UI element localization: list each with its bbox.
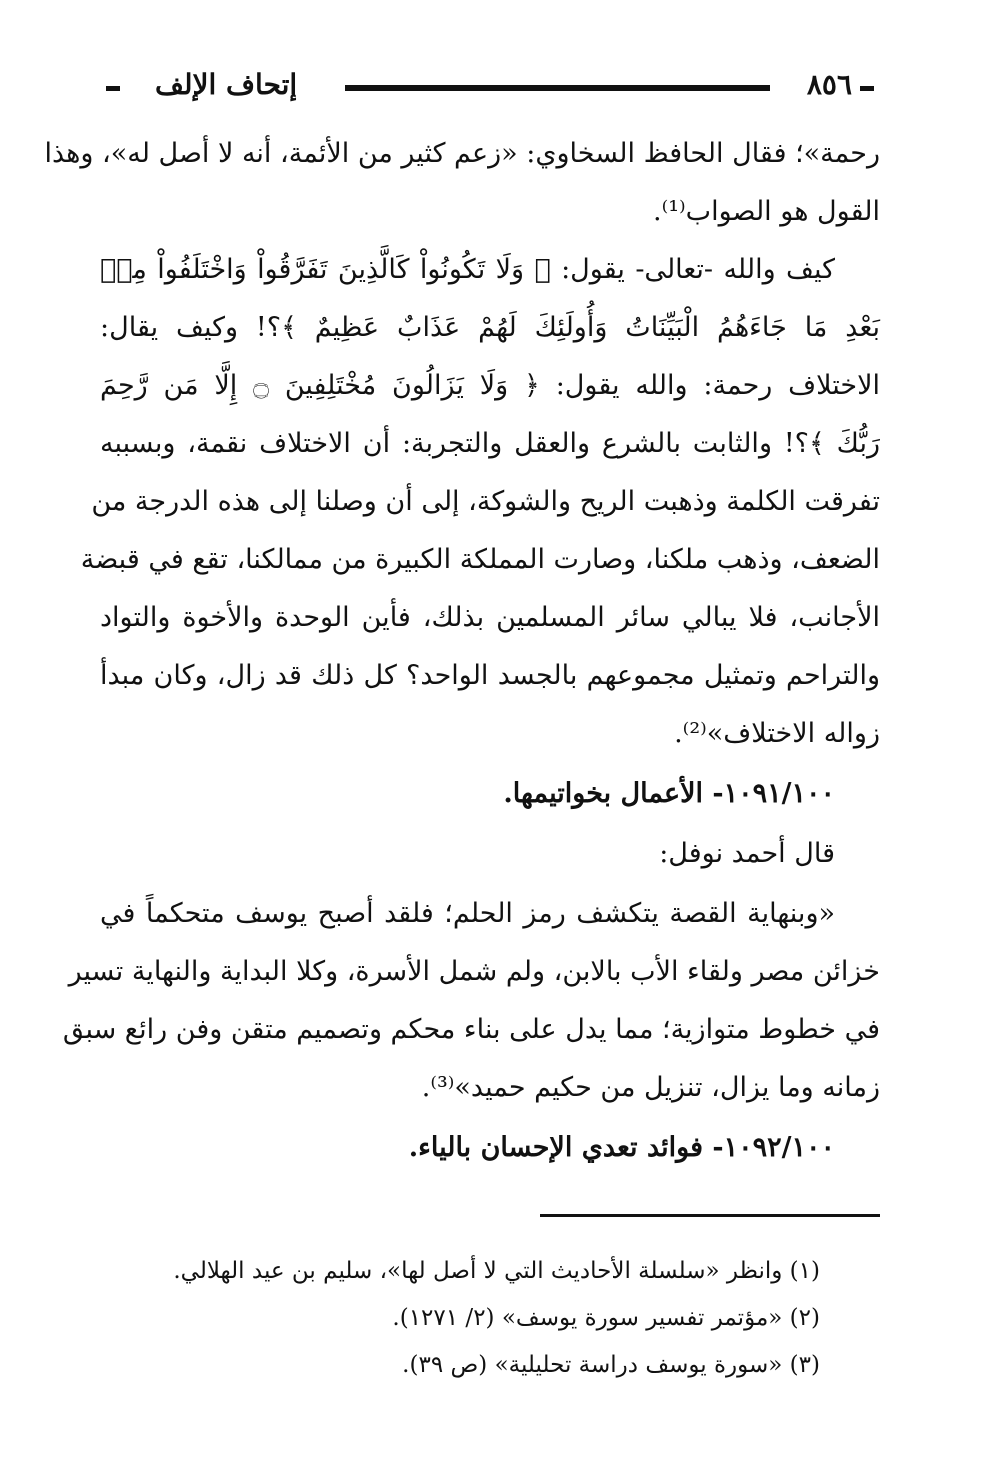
text-line: القول هو الصواب⁽¹⁾. xyxy=(653,196,880,227)
text-line: في خطوط متوازية؛ مما يدل على بناء محكم وتصميم متقن وفن رائع سبق xyxy=(62,1014,880,1045)
text-line: الأجانب، فلا يبالي سائر المسلمين بذلك، فأين الوحدة والأخوة والتواد xyxy=(100,602,880,633)
text-line: الضعف، وذهب ملكنا، وصارت المملكة الكبيرة من ممالكنا، تقع في قبضة xyxy=(80,544,880,575)
page-header xyxy=(100,66,880,110)
header-rule xyxy=(345,85,770,91)
text-line: قال أحمد نوفل: xyxy=(659,838,835,869)
text-line: والتراحم وتمثيل مجموعهم بالجسد الواحد؟ كل ذلك قد زال، وكان مبدأ xyxy=(100,660,880,691)
text-line: تفرقت الكلمة وذهبت الريح والشوكة، إلى أن وصلنا إلى هذه الدرجة من xyxy=(91,486,880,517)
text-line: الاختلاف رحمة: والله يقول: ﴿ وَلَا يَزَالُونَ مُخْتَلِفِينَ ۝ إِلَّا مَن رَّحِمَ xyxy=(100,370,880,401)
page-number: ٨٥٦ xyxy=(806,68,852,101)
footnote-separator xyxy=(540,1214,880,1217)
text-line: كيف والله -تعالى- يقول: ﴿ وَلَا تَكُونُواْ كَالَّذِينَ تَفَرَّقُواْ وَاخْتَلَفُواْ مِنۢ xyxy=(100,254,835,285)
text-line: زمانه وما يزال، تنزيل من حكيم حميد»⁽³⁾. xyxy=(421,1072,880,1103)
header-dash-right xyxy=(860,86,874,91)
footnote-2: (٢) «مؤتمر تفسير سورة يوسف» (٢/ ١٢٧١). xyxy=(392,1305,820,1331)
footnote-1: (١) وانظر «سلسلة الأحاديث التي لا أصل لها»، سليم بن عيد الهلالي. xyxy=(173,1258,820,1284)
text-line: خزائن مصر ولقاء الأب بالابن، ولم شمل الأسرة، وكلا البداية والنهاية تسير xyxy=(68,956,880,987)
book-title: إتحاف الإلف xyxy=(155,68,298,101)
footnote-3: (٣) «سورة يوسف دراسة تحليلية» (ص ٣٩). xyxy=(402,1352,820,1378)
header-dash-left xyxy=(106,86,120,91)
text-line: رحمة»؛ فقال الحافظ السخاوي: «زعم كثير من الأئمة، أنه لا أصل له»، وهذا xyxy=(44,138,880,169)
section-heading-1092: ١٠٩٢/١٠٠- فوائد تعدي الإحسان بالياء. xyxy=(408,1132,835,1163)
text-line: زواله الاختلاف»⁽²⁾. xyxy=(674,718,880,749)
section-heading-1091: ١٠٩١/١٠٠- الأعمال بخواتيمها. xyxy=(503,778,835,809)
text-line: بَعْدِ مَا جَاءَهُمُ الْبَيِّنَاتُ وَأُولَئِكَ لَهُمْ عَذَابٌ عَظِيمٌ ﴾؟! وكيف يقال: xyxy=(100,312,880,343)
text-line: «وبنهاية القصة يتكشف رمز الحلم؛ فلقد أصبح يوسف متحكماً في xyxy=(100,898,835,929)
text-line: رَبُّكَ ﴾؟! والثابت بالشرع والعقل والتجربة: أن الاختلاف نقمة، وبسببه xyxy=(100,428,880,459)
